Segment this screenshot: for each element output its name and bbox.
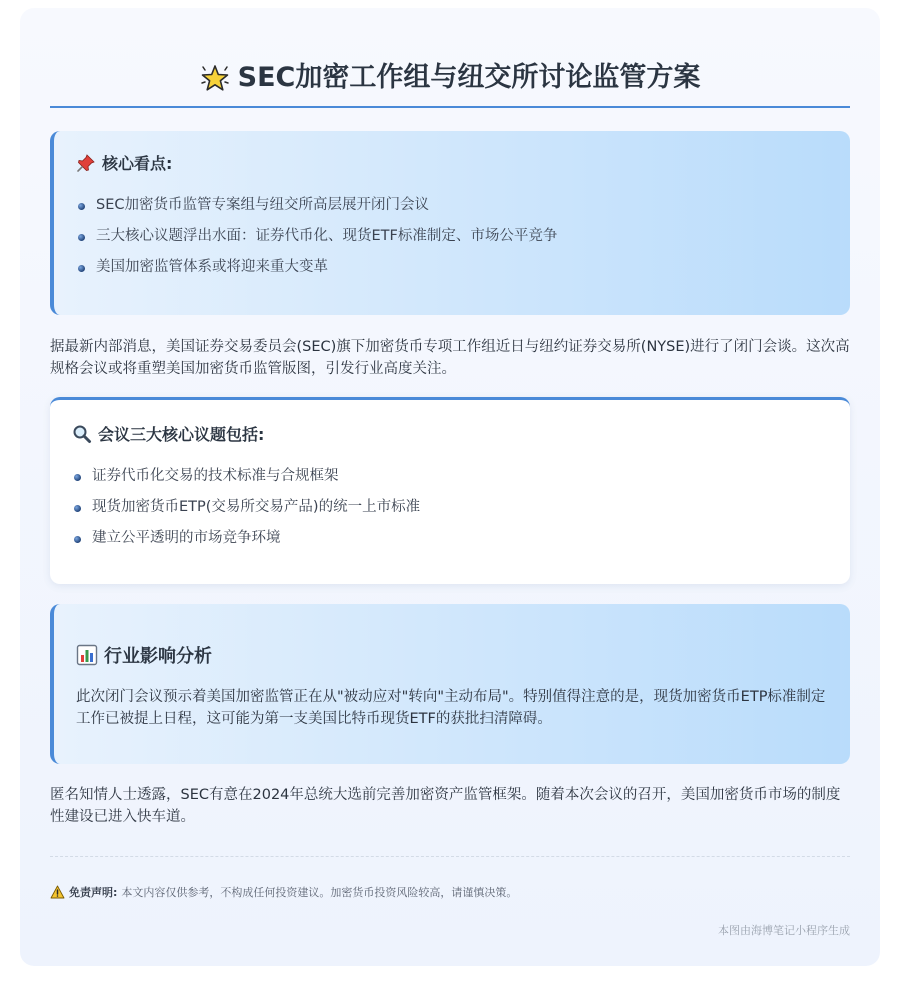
list-item: 三大核心议题浮出水面：证券代币化、现货ETF标准制定、市场公平竞争	[76, 221, 828, 252]
title-bar	[50, 54, 850, 108]
disclaimer-label: 免责声明:	[69, 886, 118, 899]
list-item: 现货加密货币ETP(交易所交易产品)的统一上市标准	[72, 492, 828, 523]
bar-chart-icon	[76, 644, 98, 666]
list-item: 证券代币化交易的技术标准与合规框架	[72, 461, 828, 492]
bullet-icon	[74, 474, 81, 481]
magnifier-icon	[72, 424, 92, 444]
bullet-icon	[78, 234, 85, 241]
analysis-heading-text: 行业影响分析	[104, 646, 212, 667]
highlights-heading	[76, 151, 828, 174]
analysis-panel	[50, 604, 850, 764]
disclaimer	[50, 884, 517, 900]
highlights-panel	[50, 131, 850, 315]
bullet-icon	[74, 536, 81, 543]
closing-paragraph: 匿名知情人士透露，SEC有意在2024年总统大选前完善加密资产监管框架。随着本次会议的召开，美国加密货币市场的制度性建设已进入快车道。	[50, 787, 841, 825]
disclaimer-text: 本文内容仅供参考，不构成任何投资建议。加密货币投资风险较高，请谨慎决策。	[121, 886, 518, 899]
topics-heading	[72, 422, 828, 445]
topics-list	[72, 461, 828, 554]
pushpin-icon	[76, 153, 96, 173]
analysis-heading	[76, 642, 828, 668]
warning-icon	[50, 885, 65, 899]
divider	[50, 856, 850, 857]
bullet-icon	[74, 505, 81, 512]
footer-credit: 本图由海博笔记小程序生成	[718, 924, 850, 937]
topics-heading-text: 会议三大核心议题包括:	[98, 425, 265, 444]
page-title-text: SEC加密工作组与纽交所讨论监管方案	[237, 62, 701, 93]
article-card	[20, 8, 880, 966]
list-item: 建立公平透明的市场竞争环境	[72, 523, 828, 554]
glowing-star-icon	[200, 63, 230, 93]
list-item: SEC加密货币监管专案组与纽交所高层展开闭门会议	[76, 190, 828, 221]
highlights-list	[76, 190, 828, 283]
intro-paragraph: 据最新内部消息，美国证券交易委员会(SEC)旗下加密货币专项工作组近日与纽约证券交易所(NYSE)进行了闭门会谈。这次高规格会议或将重塑美国加密货币监管版图，引发行业高度关注。	[50, 339, 850, 377]
bullet-icon	[78, 265, 85, 272]
highlights-heading-text: 核心看点:	[102, 154, 173, 173]
list-item: 美国加密监管体系或将迎来重大变革	[76, 252, 828, 283]
analysis-body: 此次闭门会议预示着美国加密监管正在从"被动应对"转向"主动布局"。特别值得注意的是，现货加密货币ETP标准制定工作已被提上日程，这可能为第一支美国比特币现货ETF的获批扫清障碍。	[76, 689, 826, 727]
page-title	[200, 54, 701, 102]
bullet-icon	[78, 203, 85, 210]
topics-panel	[50, 397, 850, 584]
